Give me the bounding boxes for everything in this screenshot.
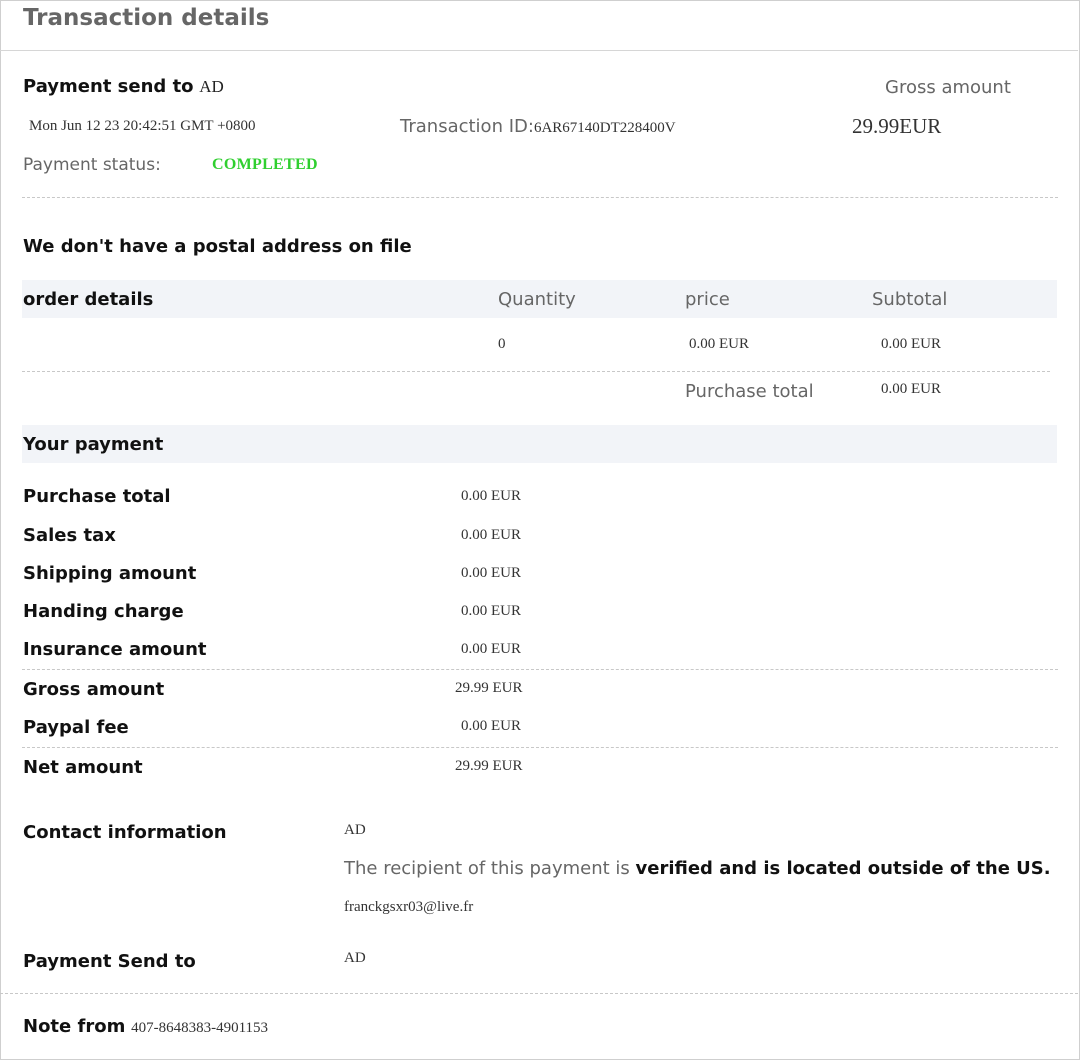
verified-prefix: The recipient of this payment is xyxy=(344,858,636,879)
payment-row-label: Gross amount xyxy=(23,679,165,700)
recipient-verified-line xyxy=(344,858,1051,879)
payment-row-value: 0.00 EUR xyxy=(461,641,521,657)
payment-row-label: Insurance amount xyxy=(23,639,207,660)
gross-amount-value: 29.99EUR xyxy=(852,114,942,138)
payment-send-to-footer-label: Payment Send to xyxy=(23,951,196,972)
note-label: Note from xyxy=(23,1016,126,1037)
order-row-quantity: 0 xyxy=(498,336,506,352)
payment-row-label: Sales tax xyxy=(23,525,116,546)
payment-row-value: 0.00 EUR xyxy=(461,488,521,504)
transaction-id-label: Transaction ID: xyxy=(400,116,534,137)
purchase-total-value: 0.00 EUR xyxy=(881,381,941,397)
address-notice: We don't have a postal address on file xyxy=(23,236,412,257)
order-row-price: 0.00 EUR xyxy=(689,336,749,352)
transaction-date: Mon Jun 12 23 20:42:51 GMT +0800 xyxy=(29,118,256,134)
panel-header xyxy=(0,0,1078,51)
divider xyxy=(22,747,1058,748)
payment-send-to-value: AD xyxy=(199,77,224,96)
transaction-id-value: 6AR67140DT228400V xyxy=(533,120,676,136)
payment-row-label: Shipping amount xyxy=(23,563,197,584)
divider xyxy=(22,371,1050,372)
payment-status-label: Payment status: xyxy=(23,155,161,175)
payment-row-value: 29.99 EUR xyxy=(455,758,523,774)
payment-status-badge: COMPLETED xyxy=(212,156,318,173)
payment-row-label: Net amount xyxy=(23,757,143,778)
purchase-total-label: Purchase total xyxy=(685,381,814,402)
column-subtotal: Subtotal xyxy=(872,289,948,310)
payment-send-to-footer-value: AD xyxy=(344,950,366,966)
payment-row-value: 0.00 EUR xyxy=(461,603,521,619)
payment-row-value: 29.99 EUR xyxy=(455,680,523,696)
payment-row-value: 0.00 EUR xyxy=(461,527,521,543)
payment-row-value: 0.00 EUR xyxy=(461,565,521,581)
contact-information-label: Contact information xyxy=(23,822,227,843)
contact-name: AD xyxy=(344,822,366,838)
column-quantity: Quantity xyxy=(498,289,576,310)
payment-send-to-line xyxy=(23,76,224,97)
your-payment-header xyxy=(22,425,1057,463)
gross-amount-label: Gross amount xyxy=(885,77,1011,98)
order-row-subtotal: 0.00 EUR xyxy=(881,336,941,352)
divider xyxy=(22,669,1058,670)
order-details-label: order details xyxy=(23,289,154,310)
your-payment-label: Your payment xyxy=(23,434,164,455)
payment-row-label: Purchase total xyxy=(23,486,171,507)
verified-status: verified and is located outside of the US. xyxy=(635,858,1051,879)
page-title: Transaction details xyxy=(23,5,270,31)
note-line xyxy=(23,1016,268,1037)
transaction-id-line xyxy=(400,116,676,137)
payment-row-label: Handing charge xyxy=(23,601,184,622)
column-price: price xyxy=(685,289,730,310)
payment-row-label: Paypal fee xyxy=(23,717,129,738)
payment-row-value: 0.00 EUR xyxy=(461,718,521,734)
divider xyxy=(22,197,1058,198)
divider xyxy=(0,993,1078,994)
contact-email: franckgsxr03@live.fr xyxy=(344,899,474,915)
note-value: 407-8648383-4901153 xyxy=(131,1020,269,1036)
payment-send-to-label: Payment send to xyxy=(23,76,194,97)
